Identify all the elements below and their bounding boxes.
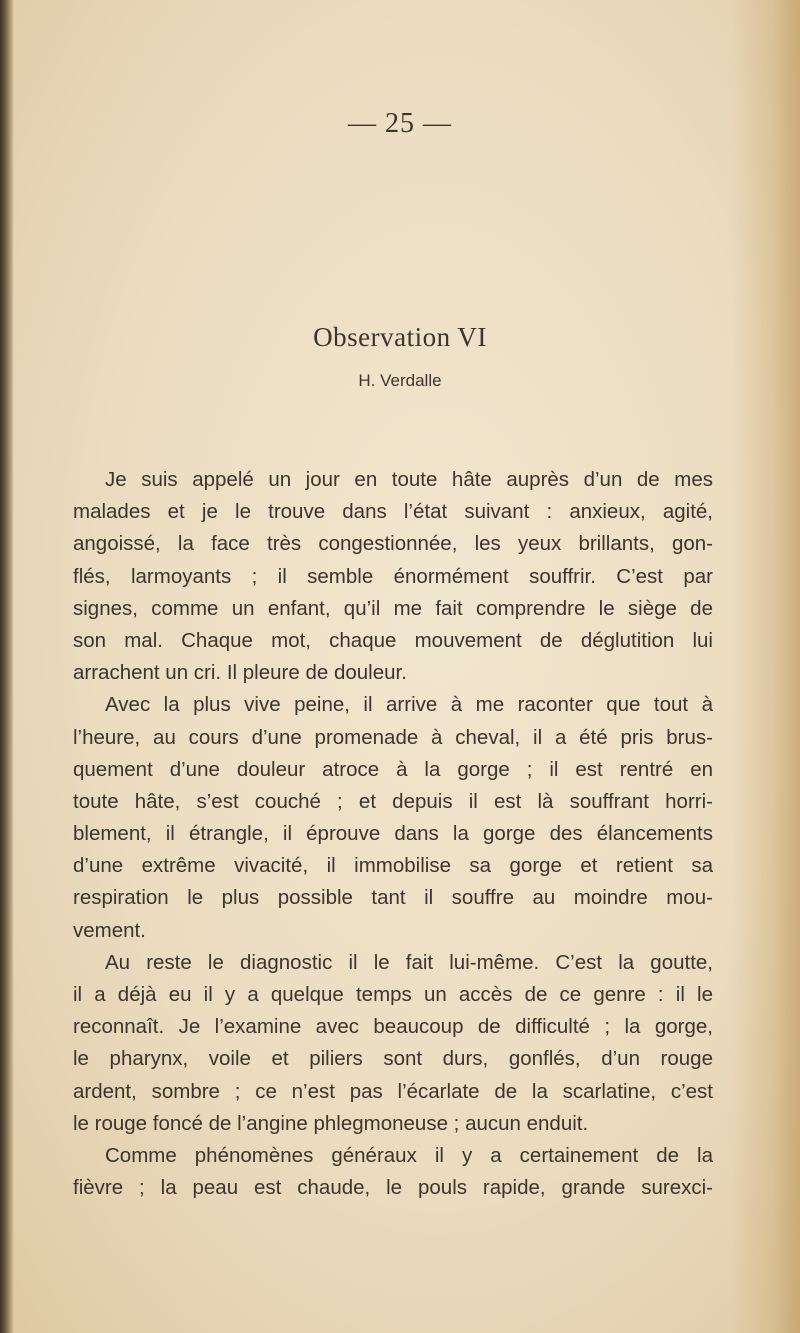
text-line: vement. xyxy=(73,918,146,942)
text-line: Comme phénomènes généraux il y a certainement de la xyxy=(105,1143,713,1167)
text-line: arrachent un cri. Il pleure de douleur. xyxy=(73,661,407,685)
page-binding-shadow xyxy=(0,0,14,1333)
page-stain xyxy=(730,0,800,1333)
text-line: Au reste le diagnostic il le fait lui-même. C’est la goutte, xyxy=(105,950,713,974)
text-line: le pharynx, voile et piliers sont durs, gonflés, d’un rouge xyxy=(73,1047,713,1071)
text-line: quement d’une douleur atroce à la gorge ; il est rentré en xyxy=(73,757,713,781)
section-heading: Observation VI xyxy=(313,322,487,352)
text-line: Avec la plus vive peine, il arrive à me raconter que tout à xyxy=(105,693,713,717)
text-line: d’une extrême vivacité, il immobilise sa gorge et retient sa xyxy=(73,854,713,878)
text-line: blement, il étrangle, il éprouve dans la gorge des élancements xyxy=(73,822,713,846)
text-line: fièvre ; la peau est chaude, le pouls rapide, grande surexci- xyxy=(73,1176,713,1200)
text-line: malades et je le trouve dans l’état suivant : anxieux, agité, xyxy=(73,500,713,524)
author-name: H. Verdalle xyxy=(358,371,442,390)
text-line: toute hâte, s’est couché ; et depuis il est là souffrant horri- xyxy=(73,789,713,813)
text-line: ardent, sombre ; ce n’est pas l’écarlate de la scarlatine, c’est xyxy=(73,1079,713,1103)
text-line: il a déjà eu il y a quelque temps un accès de ce genre : il le xyxy=(73,983,713,1006)
body-text xyxy=(73,464,713,1204)
text-line: l’heure, au cours d’une promenade à cheval, il a été pris brus- xyxy=(73,725,713,749)
text-line: respiration le plus possible tant il souffre au moindre mou- xyxy=(73,886,713,910)
text-line: signes, comme un enfant, qu’il me fait comprendre le siège de xyxy=(73,596,713,620)
text-line: flés, larmoyants ; il semble énormément souffrir. C’est par xyxy=(73,564,713,588)
text-line: son mal. Chaque mot, chaque mouvement de déglutition lui xyxy=(73,628,713,652)
text-line: angoissé, la face très congestionnée, les yeux brillants, gon- xyxy=(73,532,713,556)
text-line: le rouge foncé de l’angine phlegmoneuse ; aucun enduit. xyxy=(73,1111,589,1135)
text-line: reconnaît. Je l’examine avec beaucoup de difficulté ; la gorge, xyxy=(73,1015,713,1039)
page-number: — 25 — xyxy=(348,108,452,139)
text-line: Je suis appelé un jour en toute hâte auprès d’un de mes xyxy=(105,468,713,491)
